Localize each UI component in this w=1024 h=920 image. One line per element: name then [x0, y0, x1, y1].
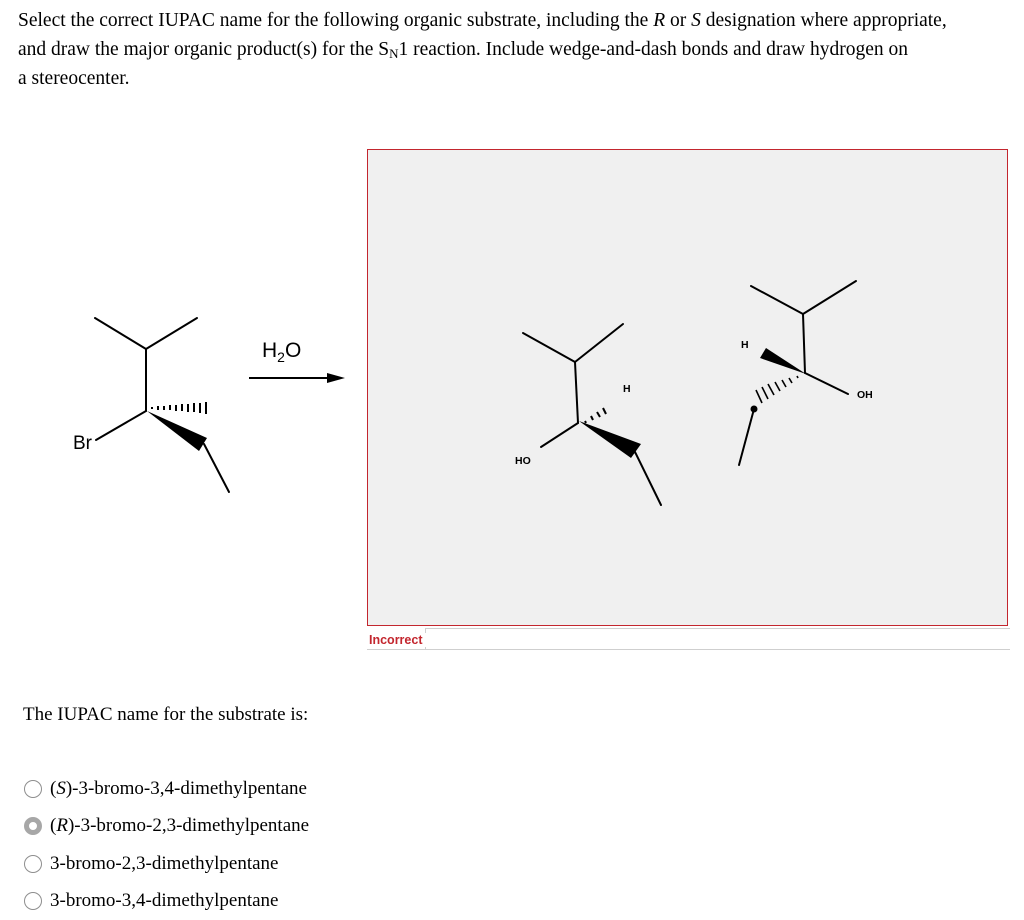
option-r-3-bromo-2-3-dimethylpentane[interactable] — [24, 808, 309, 846]
s-letter: S — [691, 10, 701, 31]
iupac-options — [24, 770, 309, 920]
iupac-prompt: The IUPAC name for the substrate is: — [23, 704, 308, 726]
sn-subscript: N — [389, 46, 398, 61]
product-2-atom-marker — [751, 406, 758, 413]
substrate-dash-bond — [152, 402, 206, 414]
option-label: (S)-3-bromo-3,4-dimethylpentane — [50, 778, 307, 800]
question-segment: or — [665, 10, 691, 31]
reagent-label: $H_2O$ — [262, 339, 301, 365]
radio-button[interactable] — [24, 855, 42, 873]
product-1-dash-bond — [585, 408, 606, 423]
product-1-hydroxyl-label: HO — [515, 455, 531, 467]
feedback-status: Incorrect — [369, 633, 429, 647]
option-label: 3-bromo-3,4-dimethylpentane — [50, 890, 278, 912]
question-segment: Select the correct IUPAC name for the following organic substrate, including the — [18, 10, 653, 31]
substrate-skeleton — [95, 318, 229, 492]
question-segment: designation where appropriate, — [701, 10, 947, 31]
option-3-bromo-2-3-dimethylpentane[interactable] — [24, 845, 309, 883]
product-2 — [739, 281, 873, 465]
feedback-divider — [425, 628, 1010, 650]
question-line-2 — [18, 35, 1008, 64]
drawing-answer-area[interactable] — [367, 149, 1008, 626]
question-segment: and draw the major organic product(s) for the S — [18, 39, 389, 60]
product-2-dash-bond — [756, 376, 798, 403]
product-2-hydroxyl-label: OH — [857, 389, 873, 401]
product-1-hydrogen-label: H — [623, 383, 631, 395]
option-label: 3-bromo-2,3-dimethylpentane — [50, 853, 278, 875]
question-segment: 1 reaction. Include wedge-and-dash bonds and draw hydrogen on — [399, 39, 909, 60]
question-line-1 — [18, 6, 1008, 35]
substrate-reaction-scheme — [0, 280, 360, 510]
product-2-wedge-bond — [760, 348, 806, 374]
radio-button-selected[interactable] — [24, 817, 42, 835]
product-1 — [515, 324, 661, 505]
option-3-bromo-3-4-dimethylpentane[interactable] — [24, 883, 309, 920]
substrate-wedge-bond — [147, 411, 207, 451]
radio-button[interactable] — [24, 892, 42, 910]
reaction-arrow-head — [327, 373, 345, 383]
option-s-3-bromo-3-4-dimethylpentane[interactable] — [24, 770, 309, 808]
product-1-wedge-bond — [579, 421, 641, 458]
drawn-products — [368, 150, 1009, 627]
feedback-bar — [367, 628, 1010, 650]
question-text — [18, 6, 1008, 93]
question-line-3: a stereocenter. — [18, 64, 1008, 93]
radio-button[interactable] — [24, 780, 42, 798]
bromine-label: Br — [73, 433, 93, 454]
r-letter: R — [653, 10, 665, 31]
option-label: (R)-3-bromo-2,3-dimethylpentane — [50, 815, 309, 837]
product-2-hydrogen-label: H — [741, 339, 749, 351]
